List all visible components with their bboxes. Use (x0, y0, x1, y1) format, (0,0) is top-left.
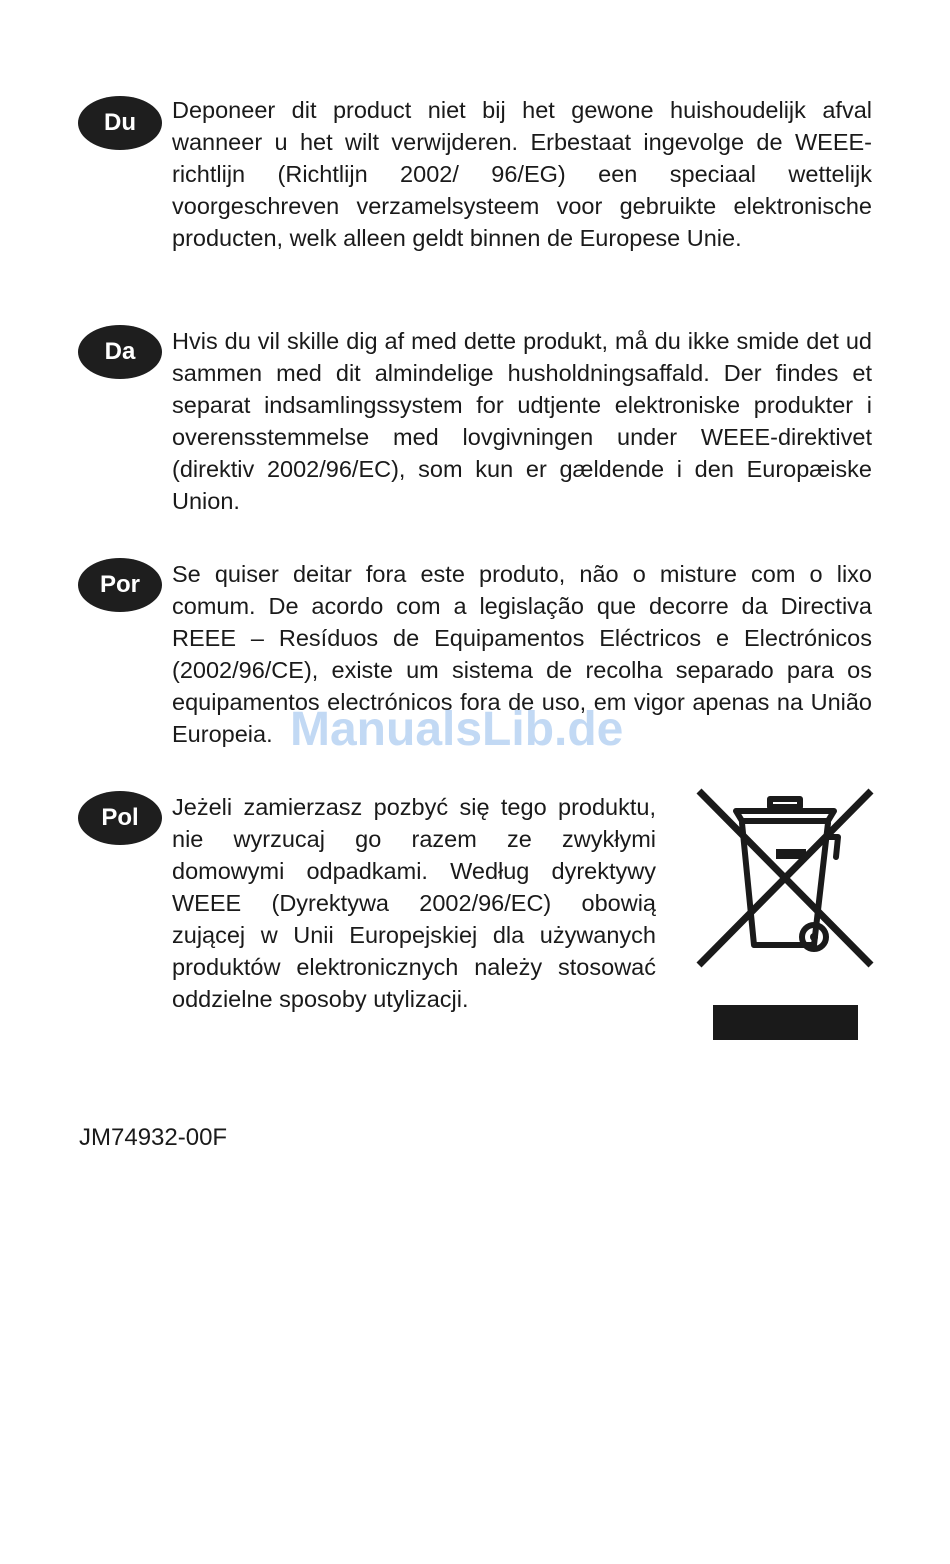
watermark: ManualsLib.de (290, 703, 624, 756)
paragraph-dutch: Deponeer dit product niet bij het gewone huishoudelijk afval wanneer u het wilt verwijderen. Erbestaat ingevolge de WEEE-richtlijn (Richtlijn 2002/ 96/EG) een speciaal wettelijk voorgeschreven verzamelsysteem voor gebruikte elektronische producten, welk alleen geldt binnen de Europese Unie. (172, 97, 872, 251)
paragraph-portuguese: Se quiser deitar fora este produto, não o misture com o lixo comum. De acordo com a legislação que decorre da Directiva REEE – Resíduos de Equipamentos Eléctricos e Electrónicos (2002/96/CE), existe um sistema de recolha separado para os equipamentos electrónicos fora de uso, em vigor apenas na União Europeia. (172, 561, 872, 747)
language-badge-pol: Pol (78, 791, 162, 845)
weee-bar-marker (713, 1005, 858, 1040)
crossed-out-wheelie-bin-icon (696, 787, 874, 969)
language-badge-da: Da (78, 325, 162, 379)
language-badge-du: Du (78, 96, 162, 150)
paragraph-danish: Hvis du vil skille dig af med dette produkt, må du ikke smide det ud sammen med dit almindelige husholdningsaffald. Der findes et separat indsamlingssystem for udtjente elektroniske produkter i overensstemmelse med lovgivningen under WEEE-direktivet (direktiv 2002/96/EC), som kun er gældende i den Europæiske Union. (172, 328, 872, 514)
document-code: JM74932-00F (79, 1124, 228, 1151)
paragraph-polish: Jeżeli zamierzasz pozbyć się tego produktu, nie wyrzucaj go razem ze zwykłymi domowymi odpadkami. Według dyrektywy WEEE (Dyrektywa 2002/96/EC) obowią zującej w Unii Europejskiej dla używanych produktów elektronicznych należy stosować oddzielne sposoby utylizacji. (172, 794, 656, 1012)
language-badge-por: Por (78, 558, 162, 612)
